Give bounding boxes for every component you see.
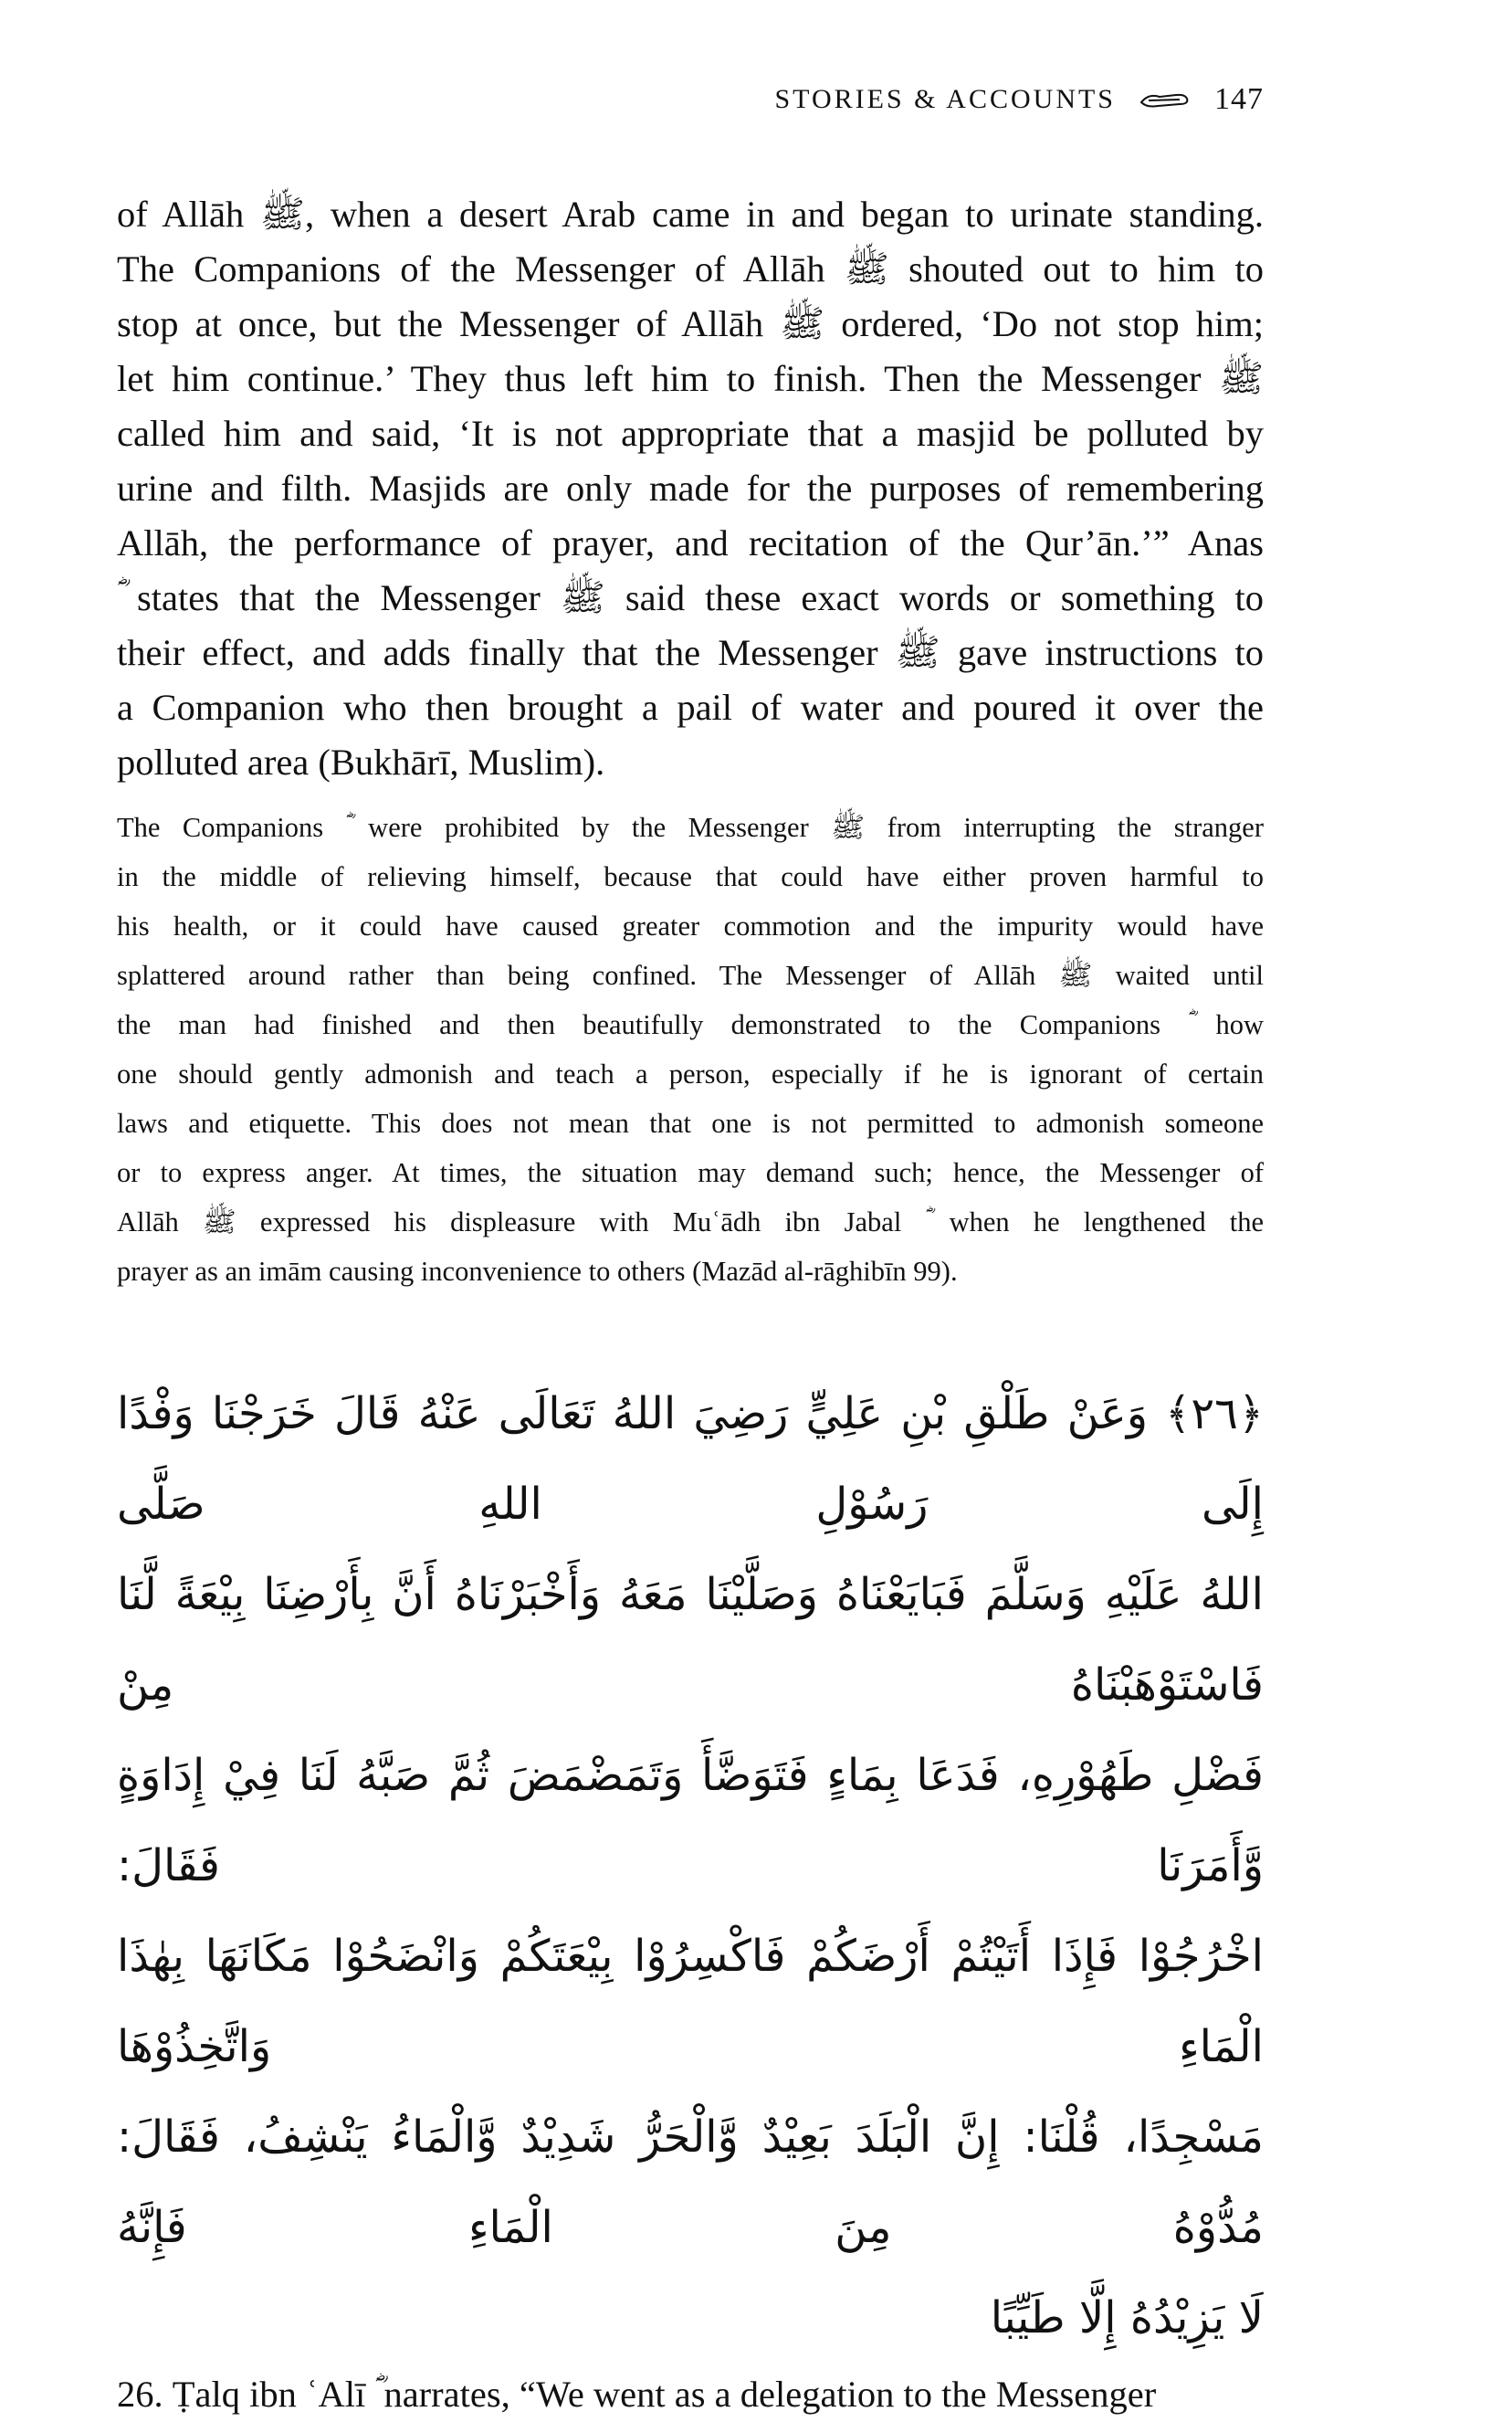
arabic-hadith-text — [117, 1369, 1264, 2364]
main-paragraph — [117, 187, 1264, 790]
running-header — [774, 82, 1264, 117]
body-line: of Allāh ﷺ, when a desert Arab came in and began to urinate standing. — [117, 194, 1264, 235]
note-line: prayer as an imām causing inconvenience to others (Mazād al-rāghibīn 99). — [117, 1256, 958, 1287]
page-number: 147 — [1214, 82, 1264, 116]
note-line: The Companions ؓ were prohibited by the Messenger ﷺ from interrupting the stranger — [117, 812, 1264, 843]
arabic-line: اللهُ عَلَيْهِ وَسَلَّمَ فَبَايَعْنَاهُ وَصَلَّيْنَا مَعَهُ وَأَخْبَرْنَاهُ أَنَّ بِأَرْضِنَا بِيْعَةً لَّنَا فَاسْتَوْهَبْنَاهُ مِنْ — [117, 1569, 1264, 1711]
body-line: let him continue.’ They thus left him to finish. Then the Messenger ﷺ — [117, 358, 1264, 399]
note-line: the man had finished and then beautifully demonstrated to the Companions ؓ how — [117, 1009, 1264, 1040]
body-line: The Companions of the Messenger of Allāh ﷺ shouted out to him to — [117, 248, 1264, 290]
body-line: their effect, and adds finally that the Messenger ﷺ gave instructions to — [117, 632, 1264, 673]
note-line: in the middle of relieving himself, because that could have either proven harmful to — [117, 861, 1264, 892]
translation-paragraph — [117, 2367, 1264, 2422]
body-line: ؓ states that the Messenger ﷺ said these exact words or something to — [117, 577, 1264, 618]
arabic-line: اخْرُجُوْا فَإِذَا أَتَيْتُمْ أَرْضَكُمْ فَاكْسِرُوْا بِيْعَتَكُمْ وَانْضَحُوْا مَكَانَهَا بِهٰذَا الْمَاءِ وَاتَّخِذُوْهَا — [117, 1931, 1264, 2072]
note-line: or to express anger. At times, the situation may demand such; hence, the Messenger of — [117, 1157, 1264, 1188]
note-line: splattered around rather than being confined. The Messenger of Allāh ﷺ waited until — [117, 960, 1264, 991]
body-line: Allāh, the performance of prayer, and recitation of the Qur’ān.’” Anas — [117, 522, 1264, 563]
running-title: STORIES & ACCOUNTS — [774, 84, 1116, 114]
hand-ornament-icon — [1139, 90, 1191, 110]
body-line: polluted area (Bukhārī, Muslim). — [117, 742, 605, 783]
note-line: his health, or it could have caused greater commotion and the impurity would have — [117, 911, 1264, 942]
arabic-line: ﴿٢٦﴾ وَعَنْ طَلْقِ بْنِ عَلِيٍّ رَضِيَ اللهُ تَعَالَى عَنْهُ قَالَ خَرَجْنَا وَفْدًا إِلَى رَسُوْلِ اللهِ صَلَّى — [117, 1388, 1264, 1530]
translation-line: 26. Ṭalq ibn ʿAlī ؓ narrates, “We went as a delegation to the Messenger — [117, 2374, 1157, 2415]
commentary-paragraph — [117, 803, 1264, 1296]
body-line: a Companion who then brought a pail of water and poured it over the — [117, 687, 1264, 728]
note-line: laws and etiquette. This does not mean that one is not permitted to admonish someone — [117, 1108, 1264, 1139]
body-line: stop at once, but the Messenger of Allāh ﷺ ordered, ‘Do not stop him; — [117, 303, 1264, 344]
arabic-line: لَا يَزِيْدُهُ إِلَّا طَيِّبًا — [990, 2292, 1264, 2343]
note-line: Allāh ﷺ expressed his displeasure with Muʿādh ibn Jabal ؓ when he lengthened the — [117, 1206, 1264, 1237]
note-line: one should gently admonish and teach a person, especially if he is ignorant of certain — [117, 1058, 1264, 1090]
body-line: urine and filth. Masjids are only made for the purposes of remembering — [117, 468, 1264, 509]
arabic-line: فَضْلِ طَهُوْرِهِ، فَدَعَا بِمَاءٍ فَتَوَضَّأَ وَتَمَضْمَضَ ثُمَّ صَبَّهُ لَنَا فِيْ إِدَاوَةٍ وَّأَمَرَنَا فَقَالَ: — [117, 1750, 1264, 1891]
body-line: called him and said, ‘It is not appropriate that a masjid be polluted by — [117, 413, 1264, 454]
arabic-line: مَسْجِدًا، قُلْنَا: إِنَّ الْبَلَدَ بَعِيْدٌ وَّالْحَرُّ شَدِيْدٌ وَّالْمَاءُ يَنْشِفُ، فَقَالَ: مُدُّوْهُ مِنَ الْمَاءِ فَإِنَّهُ — [117, 2111, 1264, 2253]
